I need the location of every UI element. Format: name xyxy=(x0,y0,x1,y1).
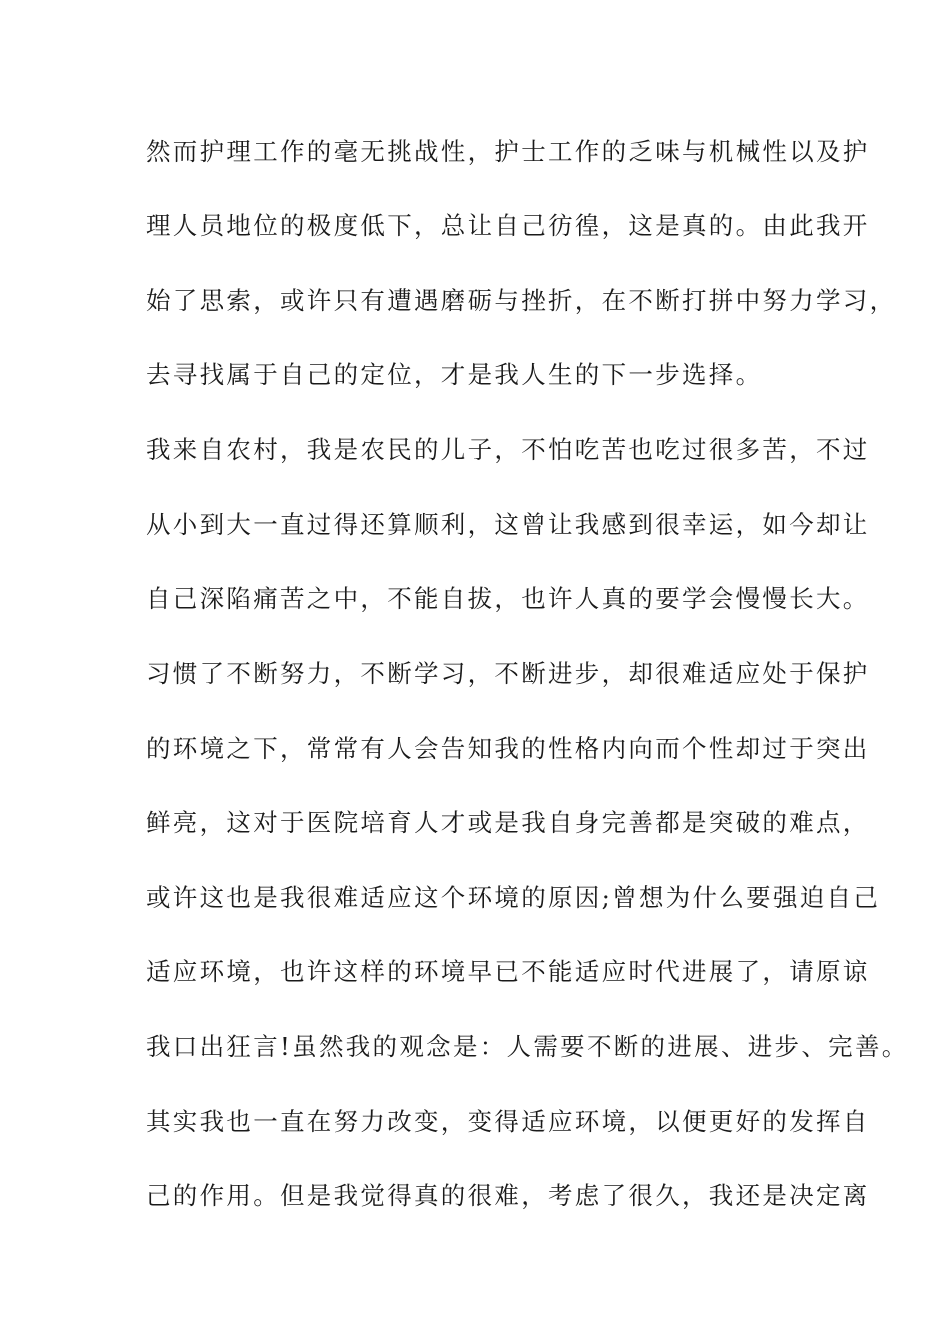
text-line: 其实我也一直在努力改变，变得适应环境，以便更好的发挥自 xyxy=(146,1107,870,1136)
text-line: 自己深陷痛苦之中，不能自拔，也许人真的要学会慢慢长大。 xyxy=(146,584,870,613)
text-line: 去寻找属于自己的定位，才是我人生的下一步选择。 xyxy=(146,360,763,389)
text-line: 从小到大一直过得还算顺利，这曾让我感到很幸运，如今却让 xyxy=(146,510,870,539)
text-line: 鲜亮，这对于医院培育人才或是我自身完善都是突破的难点， xyxy=(146,808,870,837)
text-line: 或许这也是我很难适应这个环境的原因;曾想为什么要强迫自己 xyxy=(146,883,881,912)
text-line: 始了思索，或许只有遭遇磨砺与挫折，在不断打拼中努力学习， xyxy=(146,286,897,315)
text-line: 我来自农村，我是农民的儿子，不怕吃苦也吃过很多苦，不过 xyxy=(146,435,870,464)
text-line: 的环境之下，常常有人会告知我的性格内向而个性却过于突出 xyxy=(146,734,870,763)
text-line: 我口出狂言!虽然我的观念是：人需要不断的进展、进步、完善。 xyxy=(146,1032,909,1061)
text-line: 然而护理工作的毫无挑战性，护士工作的乏味与机械性以及护 xyxy=(146,137,870,166)
text-line: 己的作用。但是我觉得真的很难，考虑了很久，我还是决定离 xyxy=(146,1181,870,1210)
text-line: 理人员地位的极度低下，总让自己彷徨，这是真的。由此我开 xyxy=(146,211,870,240)
text-line: 适应环境，也许这样的环境早已不能适应时代进展了，请原谅 xyxy=(146,957,870,986)
text-line: 习惯了不断努力，不断学习，不断进步，却很难适应处于保护 xyxy=(146,659,870,688)
